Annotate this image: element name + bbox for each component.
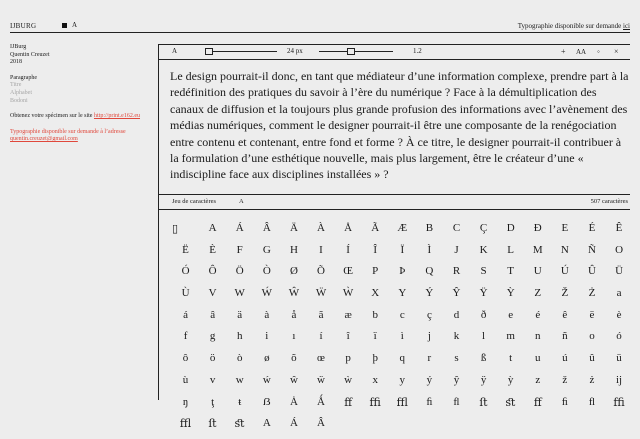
glyph-cell[interactable]: ß <box>480 352 487 365</box>
glyph-cell[interactable]: j <box>427 330 431 343</box>
glyph-cell[interactable]: û <box>589 352 595 365</box>
glyph-cell[interactable]: Ù <box>181 287 190 300</box>
glyph-cell[interactable]: Œ <box>343 265 353 278</box>
glyph-cell[interactable]: Â <box>262 222 271 234</box>
glyph-cell[interactable]: ë <box>589 308 595 321</box>
glyph-cell[interactable]: Û <box>587 265 596 278</box>
glyph-cell[interactable]: Æ <box>397 222 408 234</box>
glyph-cell[interactable]: F <box>236 243 243 256</box>
glyph-cell[interactable]: à <box>264 308 270 321</box>
glyph-cell[interactable]: Õ <box>317 265 325 278</box>
glyph-cell[interactable]: ý <box>426 373 433 386</box>
glyph-cell[interactable]: Ž <box>561 287 569 300</box>
glyph-cell[interactable]: ẞ <box>262 395 271 408</box>
menu-item-titre[interactable]: Titre <box>10 82 22 89</box>
line-height-slider[interactable] <box>319 51 393 52</box>
divider <box>10 32 630 33</box>
glyph-cell[interactable]: c <box>399 308 405 321</box>
glyph-cell[interactable]: h <box>236 330 243 343</box>
glyph-cell[interactable]: Ü <box>615 265 624 278</box>
glyph-cell[interactable]: ö <box>209 352 216 365</box>
glyph-cell[interactable]: Ï <box>400 243 405 256</box>
glyph-cell[interactable]: ı <box>292 330 296 343</box>
contact-text: Typographie disponible sur demande à l’adresse <box>10 128 126 135</box>
glyph-cell[interactable]: J <box>454 243 459 256</box>
glyph-cell[interactable]: ž <box>562 373 568 386</box>
glyph-cell[interactable]: d <box>453 308 460 321</box>
glyph-cell[interactable]: y <box>399 373 406 386</box>
glyph-cell[interactable]: w <box>235 373 244 386</box>
glyph-cell[interactable]: ê <box>562 308 568 321</box>
glyph-cell[interactable]: ø <box>264 352 270 365</box>
glyph-cell[interactable]: C <box>452 222 461 234</box>
glyph-cell[interactable]: î <box>346 330 350 343</box>
glyph-cell[interactable]: a <box>616 287 622 300</box>
glyph-cell[interactable]: g <box>209 330 216 343</box>
glyph-cell[interactable]: Ý <box>425 287 434 300</box>
charset-label: Jeu de caractères <box>172 198 217 205</box>
glyph-cell[interactable]: M <box>532 243 543 256</box>
glyph-cell[interactable]: ▯ <box>172 223 179 235</box>
glyph-cell[interactable]: Ö <box>235 265 244 278</box>
plus-icon[interactable]: + <box>561 47 566 56</box>
specimen-link[interactable]: http://print.e162.eu <box>93 113 140 120</box>
availability-text: Typographie disponible sur demande <box>517 22 622 30</box>
glyph-cell[interactable]: Á <box>235 222 244 234</box>
glyph-cell[interactable]: ò <box>236 352 243 365</box>
glyph-cell[interactable]: S <box>480 265 487 278</box>
glyph-cell[interactable]: G <box>262 243 271 256</box>
glyph-cell[interactable]: Å <box>344 222 353 234</box>
size-value: 24 px <box>287 47 303 55</box>
glyph-cell[interactable]: ﬅ <box>208 418 217 431</box>
glyph-cell[interactable]: ij <box>615 373 623 386</box>
menu-item-alphabet[interactable]: Alphabet <box>10 89 32 96</box>
glyph-cell[interactable]: ﬅ <box>479 396 488 409</box>
glyph-cell[interactable]: Þ <box>399 265 406 278</box>
glyph-cell[interactable]: ã <box>318 308 324 321</box>
glyph-cell[interactable]: œ <box>317 352 325 365</box>
designer-name: Quentin Creuzet <box>10 51 50 58</box>
glyph-cell[interactable]: Y <box>398 287 407 300</box>
glyph-cell[interactable]: ó <box>616 330 622 343</box>
glyph-cell[interactable]: þ <box>372 352 378 365</box>
glyph-cell[interactable]: ŵ <box>289 373 298 386</box>
type-toolbar <box>159 44 630 60</box>
glyph-cell[interactable]: ô <box>182 352 189 365</box>
glyph-cell[interactable]: L <box>507 243 515 256</box>
glyph-cell[interactable]: Ø <box>289 265 298 278</box>
glyph-cell[interactable]: Ì <box>427 243 432 256</box>
glyph-cell[interactable]: Ó <box>181 265 190 278</box>
glyph-cell[interactable]: k <box>453 330 460 343</box>
style-switcher[interactable] <box>62 21 77 29</box>
glyph-cell[interactable]: V <box>208 287 217 300</box>
glyph-cell[interactable]: Ã <box>371 222 380 234</box>
charset-style-selector[interactable]: A <box>239 198 244 205</box>
glyph-cell[interactable]: Ô <box>208 265 217 278</box>
availability-note <box>518 22 630 30</box>
glyph-cell[interactable]: N <box>560 243 569 256</box>
glyph-cell[interactable]: W <box>234 287 245 300</box>
glyph-cell[interactable]: Đ <box>533 222 542 234</box>
glyph-cell[interactable]: D <box>506 222 515 234</box>
glyph-cell[interactable]: ï <box>373 330 377 343</box>
glyph-cell[interactable]: ẃ <box>262 373 271 386</box>
glyph-cell[interactable]: T <box>507 265 515 278</box>
glyph-cell[interactable]: ﬆ <box>234 418 245 431</box>
size-slider-handle[interactable] <box>205 48 213 55</box>
glyph-cell[interactable]: Ÿ <box>479 287 488 300</box>
glyph-cell[interactable]: f <box>183 330 188 343</box>
glyph-cell[interactable]: Ȧ <box>289 395 298 408</box>
divider <box>159 194 630 195</box>
glyph-cell[interactable]: í <box>319 330 323 343</box>
glyph-cell[interactable]: ﬃ <box>613 396 625 409</box>
glyph-cell[interactable]: ỳ <box>507 373 514 386</box>
glyph-cell[interactable]: v <box>209 373 216 386</box>
glyph-cell[interactable]: t <box>509 352 513 365</box>
glyph-cell[interactable]: À <box>317 222 325 234</box>
glyph-cell[interactable]: Ẃ <box>261 287 273 300</box>
close-icon[interactable]: × <box>614 47 619 56</box>
glyph-cell[interactable]: ü <box>616 352 622 365</box>
glyph-cell[interactable]: ì <box>400 330 404 343</box>
glyph-cell[interactable]: A <box>262 417 271 430</box>
glyph-cell[interactable]: Ǻ <box>317 395 325 408</box>
glyph-cell[interactable]: æ <box>344 308 352 321</box>
glyph-cell[interactable]: è <box>616 308 622 321</box>
glyph-cell[interactable]: ẅ <box>317 373 325 386</box>
divider <box>159 209 630 210</box>
glyph-cell[interactable]: Ẁ <box>342 287 354 300</box>
glyph-cell[interactable]: Ż <box>588 287 596 300</box>
view-menu <box>10 75 155 105</box>
column-divider <box>158 44 159 400</box>
glyph-cell[interactable]: â <box>210 308 216 321</box>
glyph-cell[interactable]: o <box>589 330 595 343</box>
glyph-cell[interactable]: ﬀ <box>533 396 542 409</box>
glyph-cell[interactable]: Z <box>534 287 542 300</box>
glyph-cell[interactable]: ﬃ <box>369 396 381 409</box>
glyph-cell[interactable]: ﬄ <box>179 418 192 431</box>
glyph-cell[interactable]: X <box>371 287 380 300</box>
glyph-cell[interactable]: ẁ <box>344 373 353 386</box>
glyph-cell[interactable]: Ä <box>289 222 298 234</box>
glyph-cell[interactable]: q <box>399 352 406 365</box>
glyph-cell[interactable]: u <box>535 352 541 365</box>
glyph-cell[interactable]: Ë <box>182 243 189 256</box>
glyph-cell[interactable]: ÿ <box>480 373 487 386</box>
glyph-cell[interactable]: ﬂ <box>588 395 596 408</box>
brand-logo[interactable]: IJBURG <box>10 22 37 30</box>
glyph-cell[interactable]: å <box>291 308 297 321</box>
square-icon <box>62 23 67 28</box>
glyph-cell[interactable]: Í <box>346 243 350 256</box>
glyph-cell[interactable]: R <box>452 265 461 278</box>
glyph-cell[interactable]: Ê <box>615 222 623 234</box>
glyph-cell[interactable]: Ẅ <box>315 287 327 300</box>
glyph-cell[interactable]: ﬄ <box>396 396 408 409</box>
glyph-cell[interactable]: E <box>561 222 569 234</box>
glyph-cell[interactable]: x <box>372 373 378 386</box>
glyph-cell[interactable]: ä <box>237 308 243 321</box>
glyph-cell[interactable]: ﬆ <box>505 396 516 409</box>
glyph-cell[interactable]: ţ <box>211 395 215 408</box>
glyph-cell[interactable]: p <box>345 352 351 365</box>
glyph-cell[interactable]: i <box>265 330 269 343</box>
specimen-text: Obtenez votre spécimen sur le site <box>10 113 93 120</box>
glyph-cell[interactable]: Â <box>317 417 325 430</box>
glyph-cell[interactable]: É <box>588 222 596 234</box>
top-bar <box>0 0 640 34</box>
glyph-cell[interactable]: ŷ <box>453 373 460 386</box>
line-height-slider-handle[interactable] <box>347 48 355 55</box>
glyph-cell[interactable]: Ỳ <box>506 287 515 300</box>
availability-link[interactable]: ici <box>623 22 630 30</box>
glyph-cell[interactable]: é <box>535 308 541 321</box>
glyph-cell[interactable]: ñ <box>562 330 568 343</box>
invert-icon[interactable]: ◦ <box>597 47 600 56</box>
glyph-cell[interactable]: Ŵ <box>288 287 300 300</box>
menu-item-bodoni[interactable]: Bodoni <box>10 97 28 104</box>
glyph-cell[interactable]: Ŷ <box>452 287 461 300</box>
glyph-grid <box>172 222 632 439</box>
font-style-selector[interactable]: A <box>172 47 178 55</box>
glyph-cell[interactable]: Ò <box>262 265 271 278</box>
glyph-cell[interactable]: ç <box>426 308 432 321</box>
glyph-cell[interactable]: ú <box>562 352 568 365</box>
glyph-cell[interactable]: ŋ <box>182 395 189 408</box>
glyph-cell[interactable]: s <box>454 352 459 365</box>
glyph-cell[interactable]: r <box>427 352 432 365</box>
glyph-cell[interactable]: ù <box>182 373 189 386</box>
glyph-cell[interactable]: Î <box>373 243 378 256</box>
size-slider[interactable] <box>205 51 277 52</box>
glyph-cell[interactable]: ﬀ <box>344 396 353 409</box>
glyph-cell[interactable]: Á <box>289 417 298 430</box>
glyph-cell[interactable]: z <box>535 373 541 386</box>
glyph-cell[interactable]: m <box>506 330 515 343</box>
glyph-cell[interactable]: H <box>289 243 298 256</box>
glyph-cell[interactable]: ð <box>480 308 487 321</box>
contact-note <box>10 129 155 144</box>
style-label: A <box>72 21 78 29</box>
menu-item-paragraphe[interactable]: Paragraphe <box>10 74 37 81</box>
font-name: IJBurg <box>10 44 27 50</box>
glyph-cell[interactable]: È <box>209 243 216 256</box>
specimen-note <box>10 113 155 121</box>
glyph-cell[interactable]: K <box>479 243 488 256</box>
glyph-cell[interactable]: n <box>535 330 541 343</box>
glyph-cell[interactable]: A <box>208 222 217 234</box>
glyph-cell[interactable]: ż <box>589 373 595 386</box>
glyph-cell[interactable]: Ç <box>479 222 488 234</box>
glyph-cell[interactable]: I <box>319 243 323 256</box>
font-year: 2018 <box>10 59 22 66</box>
case-toggle-button[interactable]: AA <box>576 48 587 56</box>
glyph-cell[interactable]: á <box>183 308 188 321</box>
glyph-cell[interactable]: P <box>372 265 379 278</box>
specimen-paragraph[interactable]: Le design pourrait-il donc, en tant que médiateur d’une information complexe, prendre part à la redéfinition des pratiques du savoir à l’ère du numérique ? Face à la démultiplication des canaux de diffusion et la toujours plus grande profusion des informations avec l’avènement des médias numériques, comment le designer pourrait-il être une composante de la renégociation entre contenu et contenant, entre fond et forme ? À ce titre, le designer pourrait-il contribuer à la formulation d’une esthétique nouvelle, mais plus largement, être le créateur d’une « indiscipline face aux disciplines installées » ? <box>170 69 629 182</box>
sidebar <box>10 44 155 152</box>
charset-count: 507 caractères <box>590 198 628 205</box>
glyph-cell[interactable]: U <box>533 265 542 278</box>
glyph-cell[interactable]: Q <box>425 265 434 278</box>
glyph-cell[interactable]: Ú <box>560 265 569 278</box>
glyph-cell[interactable]: B <box>425 222 434 234</box>
line-height-value: 1.2 <box>413 47 422 55</box>
glyph-cell[interactable]: O <box>615 243 624 256</box>
glyph-cell[interactable]: ŧ <box>238 395 242 408</box>
font-info <box>10 44 155 67</box>
glyph-cell[interactable]: ﬁ <box>426 395 433 408</box>
glyph-cell[interactable]: õ <box>291 352 297 365</box>
glyph-cell[interactable]: Ñ <box>587 243 596 256</box>
charset-header <box>159 196 630 208</box>
glyph-cell[interactable]: b <box>372 308 378 321</box>
glyph-cell[interactable]: l <box>482 330 486 343</box>
glyph-cell[interactable]: ﬂ <box>453 395 460 408</box>
glyph-cell[interactable]: e <box>508 308 514 321</box>
contact-email-link[interactable]: quentin.creuzet@gmail.com <box>10 136 78 143</box>
glyph-cell[interactable]: ﬁ <box>561 395 568 408</box>
